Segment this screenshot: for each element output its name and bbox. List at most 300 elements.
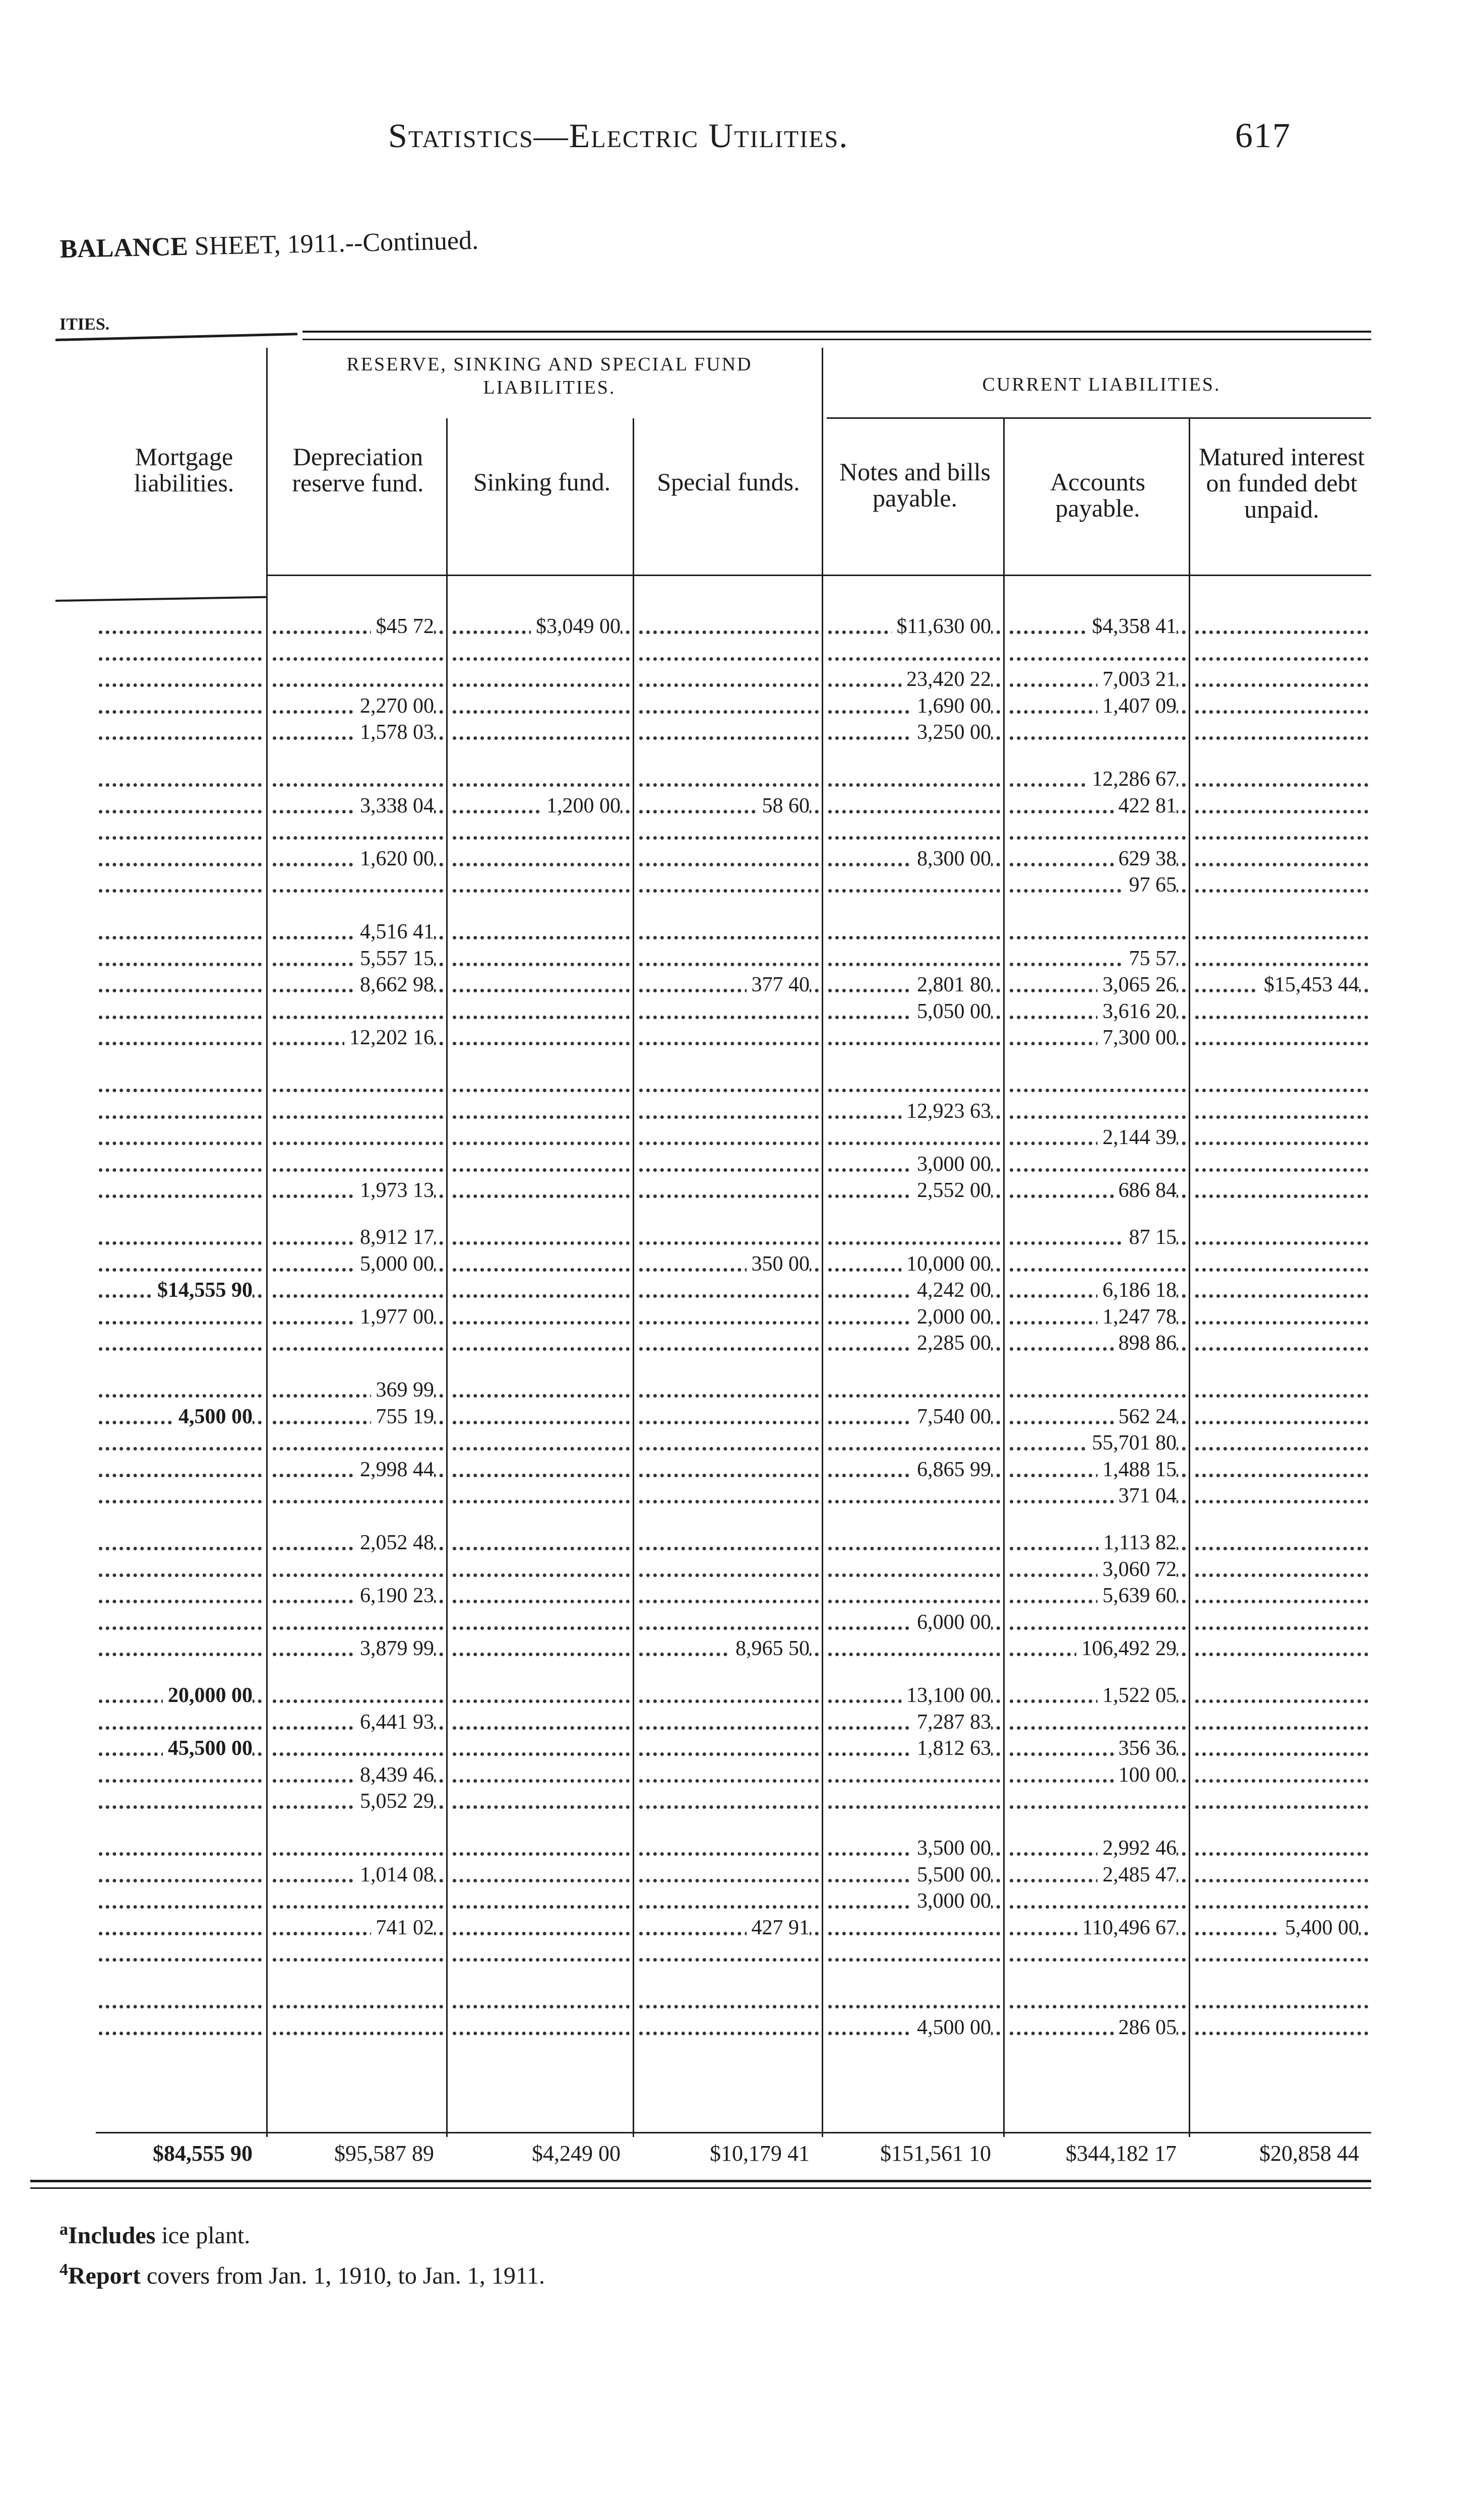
table-cell-depreciation: [270, 2013, 446, 2042]
table-cell-depreciation: [270, 1456, 446, 1484]
table-cell-matured: [1192, 1608, 1371, 1636]
table-cell-special: [636, 612, 822, 641]
dot-leader: [1195, 1805, 1368, 1809]
table-cell-special: [636, 1223, 822, 1251]
table-cell-mortgage: [96, 1734, 265, 1762]
dot-leader: [828, 1394, 1000, 1398]
cell-value: $14,555 90: [152, 1276, 253, 1304]
dot-leader: [453, 936, 630, 939]
cell-value: 422 81: [1114, 792, 1177, 820]
table-cell-notes: [825, 1223, 1003, 1251]
table-cell-mortgage: [96, 612, 265, 641]
table-cell-sinking: [450, 1070, 633, 1099]
table-cell-accounts: [1007, 918, 1189, 946]
cell-value: 2,801 80: [912, 971, 991, 999]
dot-leader: [1195, 1500, 1368, 1503]
table-cell-depreciation: [270, 1529, 446, 1557]
dot-leader: [453, 1115, 630, 1119]
table-cell-sinking: [450, 1582, 633, 1610]
cell-value: 1,690 00: [912, 692, 991, 720]
table-cell-notes: [825, 1250, 1003, 1278]
cell-value: 3,500 00: [912, 1834, 991, 1862]
dot-leader: [828, 1779, 1000, 1783]
cell-value: 7,003 21: [1097, 665, 1177, 694]
dot-leader: [453, 1268, 630, 1272]
table-cell-notes: [825, 1681, 1003, 1710]
table-cell-mortgage: [96, 765, 265, 793]
dot-leader: [99, 1347, 262, 1351]
table-cell-special: [636, 792, 822, 820]
cell-value: 1,247 78: [1097, 1303, 1177, 1331]
dot-leader: [1195, 889, 1368, 893]
footnote-mark: a: [59, 2220, 68, 2239]
table-cell-notes: [825, 2013, 1003, 2042]
table-cell-accounts: [1007, 1429, 1189, 1457]
column-header-sinking: Sinking fund.: [473, 468, 611, 496]
dot-leader: [828, 783, 1000, 787]
dot-leader: [639, 783, 819, 787]
dot-leader: [1195, 1142, 1368, 1145]
cell-value: 6,441 93: [355, 1708, 434, 1736]
table-cell-mortgage: [96, 1223, 265, 1251]
table-cell-special: [636, 1429, 822, 1457]
table-cell-mortgage: [96, 1456, 265, 1484]
table-cell-sinking: [450, 1276, 633, 1304]
table-cell-matured: [1192, 871, 1371, 899]
dot-leader: [273, 1347, 443, 1351]
dot-leader: [639, 1421, 819, 1424]
table-cell-notes: [825, 1176, 1003, 1205]
table-cell-special: [636, 1761, 822, 1789]
dot-leader: [639, 1699, 819, 1703]
dot-leader: [639, 1805, 819, 1809]
table-cell-depreciation: [270, 1123, 446, 1152]
table-cell-special: [636, 1150, 822, 1178]
table-cell-accounts: [1007, 718, 1189, 746]
dot-leader: [639, 1294, 819, 1298]
dot-leader: [99, 1932, 262, 1935]
table-cell-accounts: [1007, 1303, 1189, 1331]
table-cell-special: [636, 1914, 822, 1942]
table-cell-sinking: [450, 665, 633, 694]
table-cell-notes: [825, 639, 1003, 667]
cell-value: 6,865 99: [912, 1456, 991, 1484]
page-number: 617: [1235, 116, 1291, 155]
table-cell-special: [636, 1376, 822, 1404]
table-cell-special: [636, 1176, 822, 1205]
dot-leader: [1195, 683, 1368, 687]
table-cell-mortgage: [96, 1329, 265, 1357]
table-cell-special: [636, 665, 822, 694]
table-cell-mortgage: [96, 1303, 265, 1331]
dot-leader: [273, 1958, 443, 1962]
dot-leader: [1195, 1573, 1368, 1577]
table-cell-matured: [1192, 1634, 1371, 1663]
dot-leader: [1010, 1089, 1186, 1092]
table-cell-special: [636, 1024, 822, 1052]
dot-leader: [99, 1905, 262, 1909]
table-cell-special: [636, 2013, 822, 2042]
table-cell-depreciation: [270, 1376, 446, 1404]
table-cell-notes: [825, 718, 1003, 746]
table-cell-notes: [825, 792, 1003, 820]
total-mortgage: [96, 2139, 265, 2168]
dot-leader: [99, 1115, 262, 1119]
dot-leader: [453, 683, 630, 687]
cell-value: 8,912 17: [355, 1223, 434, 1251]
dot-leader: [639, 1447, 819, 1451]
dot-leader: [1195, 836, 1368, 840]
cell-value: 1,973 13: [355, 1176, 434, 1205]
dot-leader: [99, 889, 262, 893]
dot-leader: [99, 1573, 262, 1577]
cell-value: 3,060 72: [1097, 1555, 1177, 1584]
table-cell-depreciation: [270, 1403, 446, 1431]
dot-leader: [1195, 1394, 1368, 1398]
table-cell-sinking: [450, 1734, 633, 1762]
balance-sheet-title-lead: BALANCE: [59, 232, 189, 264]
table-cell-matured: [1192, 665, 1371, 694]
dot-leader: [639, 1958, 819, 1962]
dot-leader: [99, 1879, 262, 1882]
total-value: $20,858 44: [1254, 2139, 1359, 2168]
dot-leader: [99, 1474, 262, 1477]
dot-leader: [453, 836, 630, 840]
dot-leader: [639, 1115, 819, 1119]
dot-leader: [99, 1626, 262, 1630]
dot-leader: [639, 631, 819, 634]
table-cell-matured: [1192, 818, 1371, 846]
table-cell-accounts: [1007, 1456, 1189, 1484]
dot-leader: [99, 1042, 262, 1045]
dot-leader: [1195, 1852, 1368, 1856]
table-cell-sinking: [450, 1634, 633, 1663]
dot-leader: [453, 1294, 630, 1298]
table-cell-accounts: [1007, 944, 1189, 973]
dot-leader: [639, 1168, 819, 1172]
dot-leader: [1195, 963, 1368, 966]
dot-leader: [453, 783, 630, 787]
dot-leader: [639, 936, 819, 939]
table-cell-accounts: [1007, 1582, 1189, 1610]
cell-value: 1,200 00: [541, 792, 621, 820]
cell-value: 100 00: [1114, 1761, 1177, 1789]
dot-leader: [453, 1699, 630, 1703]
dot-leader: [453, 1394, 630, 1398]
table-cell-accounts: [1007, 1608, 1189, 1636]
dot-leader: [453, 1042, 630, 1045]
dot-leader: [1010, 657, 1186, 661]
dot-leader: [828, 2005, 1000, 2008]
dot-leader: [99, 1089, 262, 1092]
table-cell-accounts: [1007, 2013, 1189, 2042]
table-cell-accounts: [1007, 1787, 1189, 1815]
cell-value: 3,338 04: [355, 792, 434, 820]
dot-leader: [99, 1241, 262, 1245]
balance-sheet-title-rest: SHEET, 1911.--Continued.: [188, 226, 479, 261]
dot-leader: [99, 1268, 262, 1272]
table-cell-special: [636, 1555, 822, 1584]
dot-leader: [639, 1879, 819, 1882]
cell-value: 1,620 00: [355, 845, 434, 873]
dot-leader: [828, 1042, 1000, 1045]
dot-leader: [1010, 1115, 1186, 1119]
table-cell-mortgage: [96, 1940, 265, 1968]
footnote: [59, 2253, 545, 2293]
dot-leader: [273, 657, 443, 661]
cell-value: 371 04: [1114, 1482, 1177, 1510]
dot-leader: [273, 2005, 443, 2008]
table-cell-special: [636, 1529, 822, 1557]
table-cell-mortgage: [96, 918, 265, 946]
cell-value: 2,052 48: [355, 1529, 434, 1557]
dot-leader: [99, 1600, 262, 1603]
dot-leader: [639, 710, 819, 714]
table-cell-special: [636, 639, 822, 667]
table-cell-notes: [825, 871, 1003, 899]
table-cell-sinking: [450, 1914, 633, 1942]
table-cell-mortgage: [96, 1634, 265, 1663]
table-cell-special: [636, 1987, 822, 2015]
table-cell-matured: [1192, 1176, 1371, 1205]
cell-value: $15,453 44: [1259, 971, 1359, 999]
cell-value: 23,420 22: [901, 665, 991, 694]
table-cell-sinking: [450, 1403, 633, 1431]
dot-leader: [453, 1958, 630, 1962]
dot-leader: [1195, 810, 1368, 813]
dot-leader: [453, 889, 630, 893]
dot-leader: [273, 1905, 443, 1909]
cell-value: 1,812 63: [912, 1734, 991, 1762]
cell-value: 5,639 60: [1097, 1582, 1177, 1610]
table-cell-depreciation: [270, 1070, 446, 1099]
table-cell-notes: [825, 845, 1003, 873]
total-value: $4,249 00: [527, 2139, 621, 2168]
table-cell-matured: [1192, 1987, 1371, 2015]
table-cell-accounts: [1007, 1634, 1189, 1663]
table-cell-sinking: [450, 1482, 633, 1510]
table-cell-matured: [1192, 1403, 1371, 1431]
total-notes: [825, 2139, 1003, 2168]
cell-value: 4,500 00: [912, 2013, 991, 2042]
table-cell-mortgage: [96, 1276, 265, 1304]
table-cell-notes: [825, 1582, 1003, 1610]
table-cell-special: [636, 918, 822, 946]
dot-leader: [828, 1573, 1000, 1577]
table-cell-mortgage: [96, 1582, 265, 1610]
table-cell-sinking: [450, 1555, 633, 1584]
dot-leader: [273, 2032, 443, 2035]
cell-value: 3,879 99: [355, 1634, 434, 1663]
dot-leader: [639, 2032, 819, 2035]
cell-value: 7,300 00: [1097, 1024, 1177, 1052]
cell-value: 755 19: [371, 1403, 435, 1431]
dot-leader: [639, 889, 819, 893]
dot-leader: [453, 1168, 630, 1172]
table-cell-matured: [1192, 1555, 1371, 1584]
dot-leader: [1195, 1042, 1368, 1045]
dot-leader: [99, 631, 262, 634]
dot-leader: [1010, 1626, 1186, 1630]
table-cell-accounts: [1007, 1403, 1189, 1431]
dot-leader: [273, 1852, 443, 1856]
table-cell-accounts: [1007, 871, 1189, 899]
table-cell-mortgage: [96, 1176, 265, 1205]
table-cell-depreciation: [270, 1429, 446, 1457]
table-cell-notes: [825, 1429, 1003, 1457]
table-cell-depreciation: [270, 1834, 446, 1862]
table-cell-accounts: [1007, 818, 1189, 846]
table-cell-depreciation: [270, 612, 446, 641]
dot-leader: [1195, 1089, 1368, 1092]
cell-value: $3,049 00: [531, 612, 621, 641]
table-cell-notes: [825, 1070, 1003, 1099]
table-cell-special: [636, 1482, 822, 1510]
dot-leader: [453, 1500, 630, 1503]
table-cell-special: [636, 1634, 822, 1663]
cell-value: 2,485 47: [1097, 1861, 1177, 1889]
dot-leader: [1195, 2032, 1368, 2035]
dot-leader: [1010, 1268, 1186, 1272]
table-cell-mortgage: [96, 1150, 265, 1178]
table-cell-special: [636, 871, 822, 899]
dot-leader: [99, 989, 262, 992]
dot-leader: [639, 1547, 819, 1550]
table-cell-special: [636, 997, 822, 1026]
dot-leader: [99, 1142, 262, 1145]
table-cell-accounts: [1007, 1681, 1189, 1710]
cell-value: 8,662 98: [355, 971, 434, 999]
dot-leader: [639, 836, 819, 840]
table-cell-special: [636, 1303, 822, 1331]
table-cell-matured: [1192, 1303, 1371, 1331]
footnote-mark: 4: [59, 2260, 68, 2279]
cell-value: 12,923 63: [901, 1097, 991, 1125]
dot-leader: [273, 783, 443, 787]
dot-leader: [828, 810, 1000, 813]
total-value: $344,182 17: [1061, 2139, 1177, 2168]
dot-leader: [453, 2032, 630, 2035]
table-cell-mortgage: [96, 1887, 265, 1915]
table-cell-matured: [1192, 692, 1371, 720]
dot-leader: [99, 1168, 262, 1172]
table-cell-matured: [1192, 1582, 1371, 1610]
dot-leader: [453, 963, 630, 966]
dot-leader: [1010, 1958, 1186, 1962]
table-cell-sinking: [450, 792, 633, 820]
cell-value: 7,287 83: [912, 1708, 991, 1736]
table-cell-notes: [825, 1456, 1003, 1484]
table-cell-depreciation: [270, 1223, 446, 1251]
table-cell-sinking: [450, 1329, 633, 1357]
dot-leader: [1195, 736, 1368, 740]
dot-leader: [453, 1321, 630, 1325]
dot-leader: [99, 1321, 262, 1325]
dot-leader: [1195, 1879, 1368, 1882]
table-cell-mortgage: [96, 845, 265, 873]
dot-leader: [639, 657, 819, 661]
dot-leader: [639, 2005, 819, 2008]
table-cell-special: [636, 971, 822, 999]
table-cell-depreciation: [270, 918, 446, 946]
dot-leader: [453, 1421, 630, 1424]
table-cell-depreciation: [270, 871, 446, 899]
dot-leader: [273, 1500, 443, 1503]
dot-leader: [639, 1241, 819, 1245]
table-cell-mortgage: [96, 639, 265, 667]
table-cell-accounts: [1007, 1834, 1189, 1862]
table-cell-special: [636, 944, 822, 973]
table-cell-depreciation: [270, 1761, 446, 1789]
total-accounts: [1007, 2139, 1189, 2168]
table-cell-special: [636, 1834, 822, 1862]
table-cell-depreciation: [270, 639, 446, 667]
dot-leader: [99, 1653, 262, 1656]
dot-leader: [1195, 1699, 1368, 1703]
table-cell-sinking: [450, 1150, 633, 1178]
table-cell-notes: [825, 1150, 1003, 1178]
table-cell-notes: [825, 612, 1003, 641]
cell-value: 1,407 09: [1097, 692, 1177, 720]
dot-leader: [99, 1726, 262, 1730]
table-cell-mortgage: [96, 1070, 265, 1099]
dot-leader: [1010, 1726, 1186, 1730]
dot-leader: [1195, 657, 1368, 661]
table-cell-mortgage: [96, 1529, 265, 1557]
table-cell-depreciation: [270, 845, 446, 873]
table-cell-sinking: [450, 971, 633, 999]
table-cell-special: [636, 1403, 822, 1431]
table-cell-accounts: [1007, 1097, 1189, 1125]
table-cell-depreciation: [270, 1734, 446, 1762]
cell-value: 4,500 00: [173, 1403, 253, 1431]
table-cell-notes: [825, 1734, 1003, 1762]
table-cell-mortgage: [96, 1250, 265, 1278]
footnote-text: ice plant.: [155, 2222, 251, 2249]
table-cell-sinking: [450, 997, 633, 1026]
table-cell-depreciation: [270, 1276, 446, 1304]
cell-value: 1,488 15: [1097, 1456, 1177, 1484]
footnotes: [59, 2213, 545, 2293]
dot-leader: [828, 1447, 1000, 1451]
dot-leader: [828, 1958, 1000, 1962]
table-cell-accounts: [1007, 1024, 1189, 1052]
table-cell-mortgage: [96, 1123, 265, 1152]
table-cell-mortgage: [96, 1482, 265, 1510]
dot-leader: [273, 1168, 443, 1172]
dot-leader: [1195, 1194, 1368, 1198]
footnote-lead: Includes: [68, 2222, 156, 2249]
table-cell-depreciation: [270, 1024, 446, 1052]
table-cell-sinking: [450, 692, 633, 720]
dot-leader: [1195, 1115, 1368, 1119]
dot-leader: [453, 1905, 630, 1909]
table-cell-sinking: [450, 1250, 633, 1278]
table-cell-special: [636, 1940, 822, 1968]
cell-value: 898 86: [1114, 1329, 1177, 1357]
dot-leader: [453, 1142, 630, 1145]
cell-value: 3,616 20: [1097, 997, 1177, 1026]
dot-leader: [828, 936, 1000, 939]
table-cell-special: [636, 1787, 822, 1815]
table-cell-notes: [825, 1097, 1003, 1125]
dot-leader: [1195, 1600, 1368, 1603]
cell-value: 427 91: [747, 1914, 810, 1942]
table-cell-special: [636, 692, 822, 720]
dot-leader: [453, 1573, 630, 1577]
table-cell-sinking: [450, 1024, 633, 1052]
dot-leader: [453, 1726, 630, 1730]
